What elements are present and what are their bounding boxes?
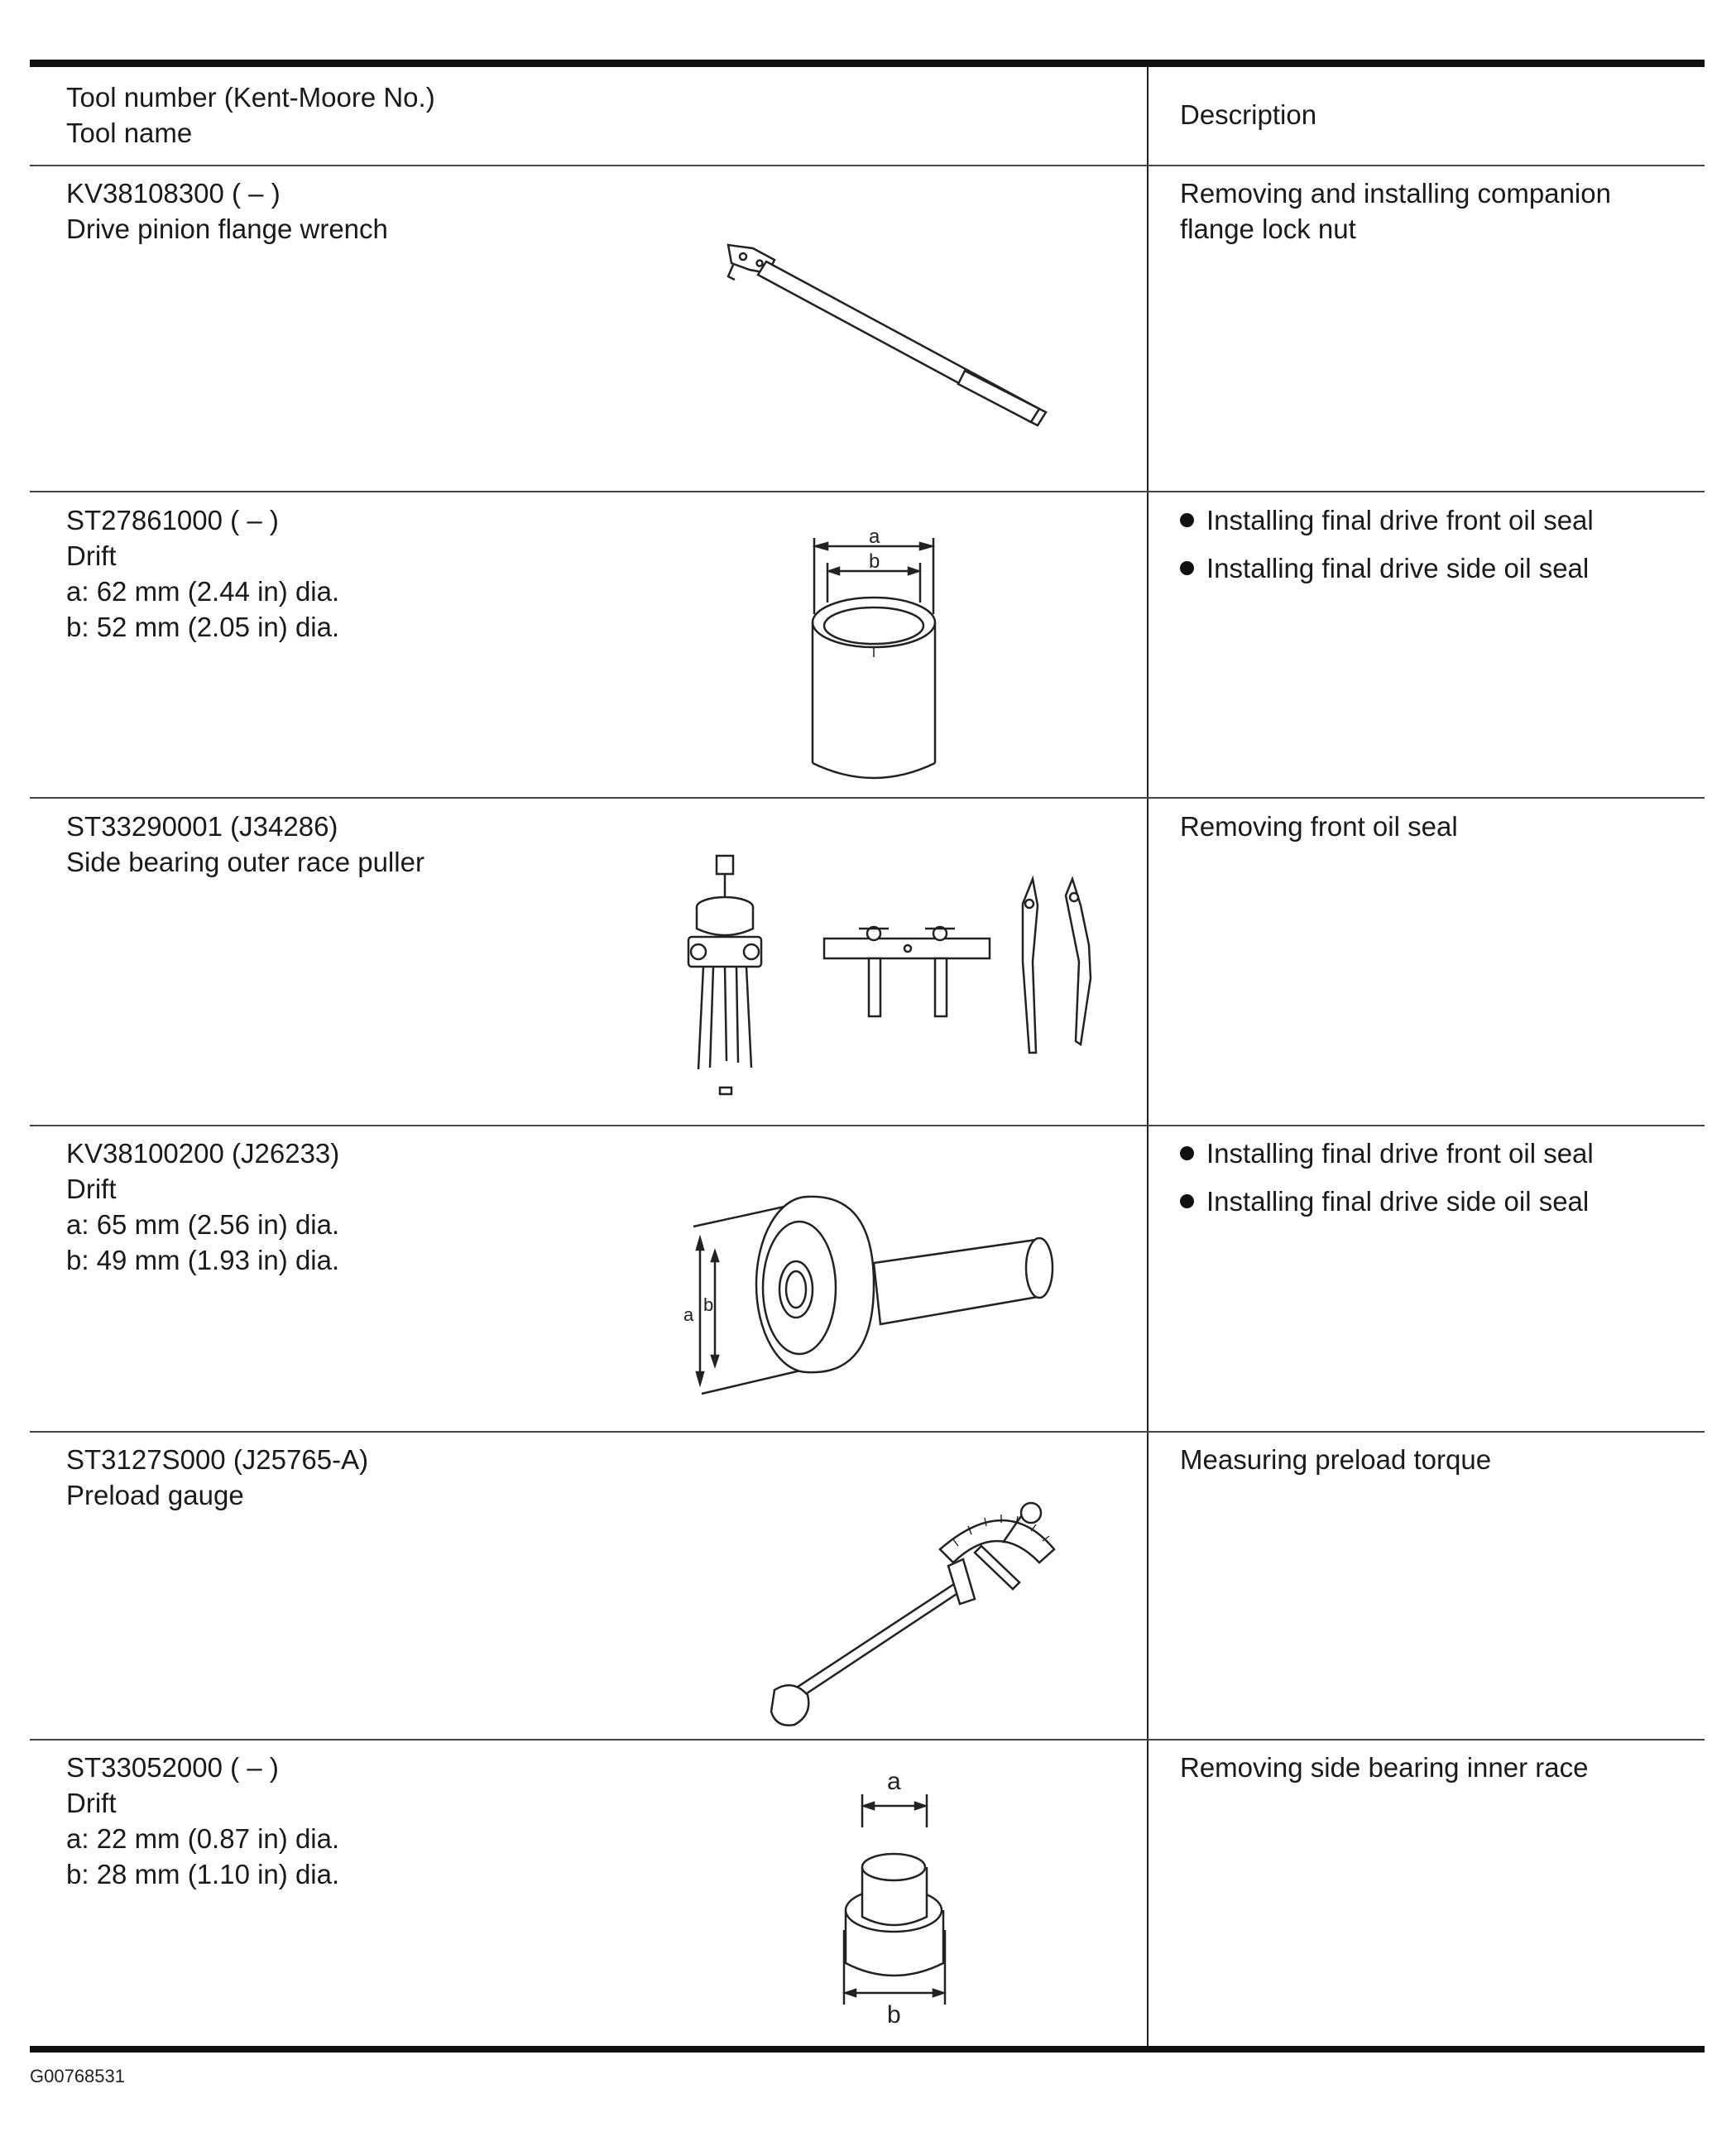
stepped-drift-illustration [808,1764,973,2029]
tool-name: Drift [66,1788,117,1818]
dimension-a: a: 65 mm (2.56 in) dia. [66,1209,340,1240]
tool-row-5-description [1180,1442,1491,1477]
tool-row-2-info [66,502,339,645]
drive-pinion-flange-wrench-illustration [692,225,1072,440]
tool-number: KV38108300 ( – ) [66,178,281,209]
tool-row-6-info [66,1750,339,1892]
tool-number: ST27861000 ( – ) [66,505,279,535]
row-divider [30,1125,1705,1126]
row-divider [30,491,1705,492]
description-line: Measuring preload torque [1180,1444,1492,1475]
dimension-a: a: 22 mm (0.87 in) dia. [66,1823,340,1854]
bullet-icon [1180,1194,1194,1208]
dimension-label-a: a [683,1304,694,1325]
drift-with-handle-illustration [675,1177,1072,1425]
tool-number: ST33290001 (J34286) [66,811,338,842]
dimension-label-b: b [869,550,880,573]
table-top-rule [30,60,1705,67]
bullet-icon [1180,561,1194,575]
bullet-icon [1180,513,1194,527]
tool-row-4-description [1180,1136,1594,1232]
outer-race-puller-set-illustration [675,846,1105,1119]
tool-number: ST3127S000 (J25765-A) [66,1444,369,1475]
figure-code: G00768531 [30,2066,125,2086]
tool-row-4-info [66,1136,339,1278]
tool-name: Drive pinion flange wrench [66,214,388,244]
tool-row-3-description [1180,809,1458,844]
dimension-label-a: a [887,1768,901,1795]
description-line: Removing side bearing inner race [1180,1752,1589,1783]
tool-row-2-description [1180,502,1594,598]
dimension-label-a: a [869,526,880,548]
tool-row-3-info [66,809,424,880]
dimension-a: a: 62 mm (2.44 in) dia. [66,576,340,607]
tool-name: Drift [66,540,117,571]
description-line: flange lock nut [1180,214,1356,244]
description-bullet: Installing final drive side oil seal [1180,1184,1594,1219]
tool-row-1-info [66,175,388,247]
preload-gauge-illustration [741,1467,1089,1740]
description-bullet: Installing final drive side oil seal [1180,550,1594,586]
tool-number: ST33052000 ( – ) [66,1752,279,1783]
dimension-b: b: 49 mm (1.93 in) dia. [66,1245,340,1275]
dimension-b: b: 52 mm (2.05 in) dia. [66,612,340,642]
drift-cylinder-illustration [791,523,990,788]
tool-row-5-info [66,1442,368,1513]
header-tool-column [66,79,435,151]
description-bullet: Installing final drive front oil seal [1180,502,1594,538]
tool-row-6-description [1180,1750,1588,1785]
bullet-icon [1180,1146,1194,1160]
row-divider [30,1431,1705,1433]
header-description-label: Description [1180,99,1317,130]
dimension-label-b: b [703,1294,714,1315]
description-bullet: Installing final drive front oil seal [1180,1136,1594,1171]
dimension-b: b: 28 mm (1.10 in) dia. [66,1859,340,1889]
table-bottom-rule [30,2046,1705,2053]
dimension-label-b: b [887,2001,901,2029]
header-tool-number-label: Tool number (Kent-Moore No.) [66,82,435,113]
column-divider [1147,67,1149,2046]
description-line: Removing front oil seal [1180,811,1458,842]
tool-name: Side bearing outer race puller [66,847,424,877]
tool-name: Drift [66,1174,117,1204]
tool-name: Preload gauge [66,1480,244,1510]
tool-number: KV38100200 (J26233) [66,1138,340,1169]
row-divider [30,165,1705,166]
row-divider [30,797,1705,799]
tool-row-1-description [1180,175,1611,247]
header-tool-name-label: Tool name [66,118,193,148]
description-line: Removing and installing companion [1180,178,1611,209]
